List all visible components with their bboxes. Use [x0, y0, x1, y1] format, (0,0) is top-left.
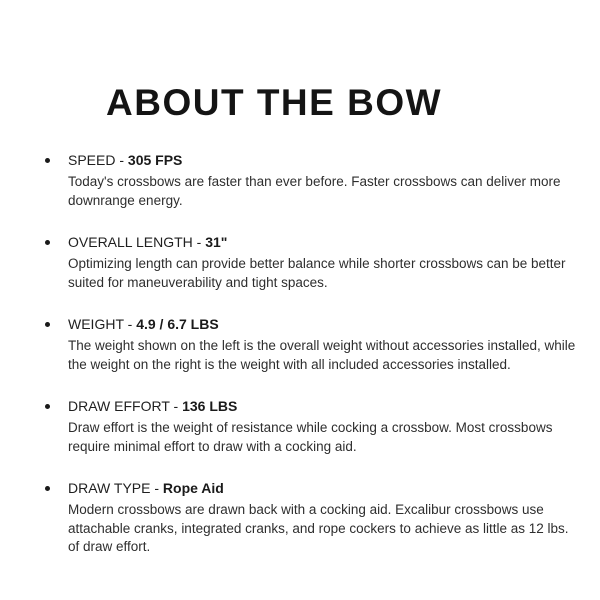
spec-body	[68, 233, 582, 292]
spec-heading	[68, 233, 582, 252]
bullet-icon	[45, 397, 68, 409]
spec-description: Modern crossbows are drawn back with a cocking aid. Excalibur crossbows use attachable cranks, integrated cranks, and rope cockers to achieve as little as 12 lbs. of draw effort.	[68, 502, 569, 554]
list-item	[45, 479, 582, 557]
bullet-icon	[45, 479, 68, 491]
spec-separator: -	[192, 234, 206, 250]
list-item	[45, 151, 582, 210]
spec-body	[68, 397, 582, 456]
spec-body	[68, 315, 582, 374]
spec-label: SPEED	[68, 152, 116, 168]
spec-value: 4.9 / 6.7 LBS	[136, 316, 219, 332]
bullet-icon	[45, 315, 68, 327]
spec-heading	[68, 397, 582, 416]
spec-body	[68, 151, 582, 210]
spec-value: Rope Aid	[162, 480, 224, 496]
spec-separator: -	[123, 316, 137, 332]
spec-label: DRAW EFFORT	[68, 398, 170, 414]
list-item	[45, 397, 582, 456]
list-item	[45, 315, 582, 374]
spec-list	[0, 151, 600, 557]
spec-label: WEIGHT	[68, 316, 124, 332]
bullet-icon	[45, 233, 68, 245]
spec-label: DRAW TYPE	[68, 480, 151, 496]
spec-description: Today's crossbows are faster than ever before. Faster crossbows can deliver more downrange energy.	[68, 174, 561, 208]
spec-value: 31"	[205, 234, 228, 250]
spec-value: 136 LBS	[182, 398, 238, 414]
spec-description: Optimizing length can provide better balance while shorter crossbows can be better suited for maneuverability and tight spaces.	[68, 256, 566, 290]
spec-heading	[68, 315, 582, 334]
spec-description: The weight shown on the left is the overall weight without accessories installed, while the weight on the right is the weight with all included accessories installed.	[68, 338, 576, 372]
spec-separator: -	[169, 398, 183, 414]
spec-label: OVERALL LENGTH	[68, 234, 193, 250]
spec-separator: -	[115, 152, 128, 168]
spec-heading	[68, 151, 582, 170]
bullet-icon	[45, 151, 68, 163]
spec-separator: -	[150, 480, 163, 496]
spec-value: 305 FPS	[127, 152, 183, 168]
page-title: ABOUT THE BOW	[106, 82, 443, 123]
spec-heading	[68, 479, 582, 498]
spec-description: Draw effort is the weight of resistance while cocking a crossbow. Most crossbows require minimal effort to draw with a cocking aid.	[68, 420, 553, 454]
about-the-bow-section	[0, 82, 600, 600]
spec-body	[68, 479, 582, 557]
list-item	[45, 233, 582, 292]
